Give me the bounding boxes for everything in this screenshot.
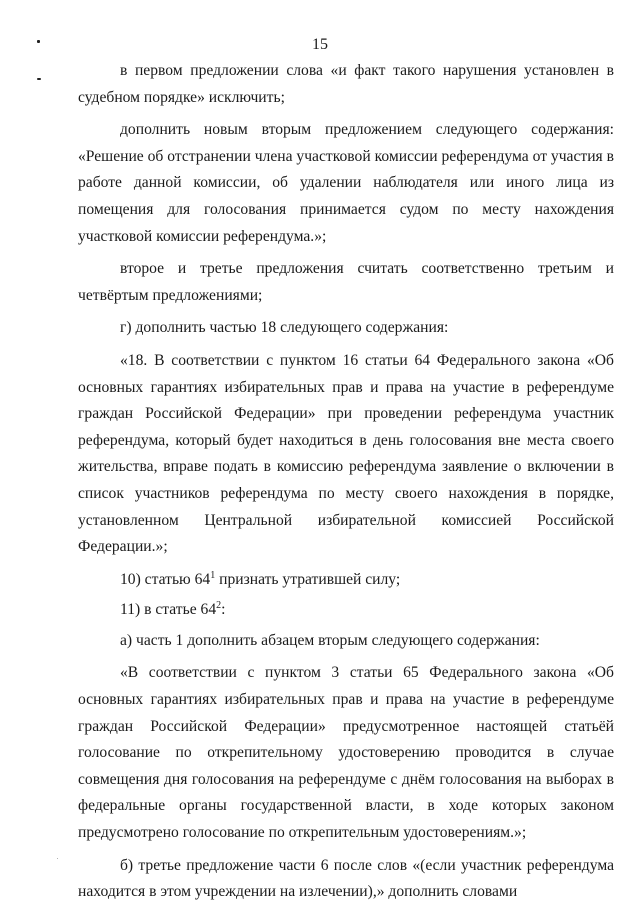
paragraph: «В соответствии с пунктом 3 статьи 65 Федерального закона «Об основных гарантиях избирательных прав и права на участие в референдуме граждан Российской Федерации» предусмотренное настоящей статьёй голосование по открепительному удостоверению проводится в случае совмещения дня голосования на референдуме с днём голосования на выборах в федеральные органы государственной власти, в ходе которых законом предусмотрено голосование по открепительным удостоверениям.»; <box>78 664 614 842</box>
paragraph-article-64-1 <box>78 567 614 594</box>
paragraph: второе и третье предложения считать соответственно третьим и четвёртым предложениями; <box>78 260 614 304</box>
paragraph: дополнить новым вторым предложением следующего содержания: «Решение об отстранении члена участковой комиссии референдума от участия в работе данной комиссии, об удалении наблюдателя или иного лица из помещения для голосования принимается судом по месту нахождения участковой комиссии референдума.»; <box>78 121 614 245</box>
scan-mark <box>37 40 40 43</box>
page-number: 15 <box>312 36 328 53</box>
superscript: 2 <box>216 600 222 612</box>
paragraph: г) дополнить частью 18 следующего содержания: <box>120 319 449 337</box>
article-ref-text: 11) в статье 64 <box>120 601 217 619</box>
paragraph-article-64-2 <box>78 597 614 624</box>
scan-mark <box>57 858 58 859</box>
article-ref-suffix: признать утратившей силу; <box>215 570 401 588</box>
paragraph: б) третье предложение части 6 после слов «(если участник референдума находится в этом учреждении на излечении),» дополнить словами <box>78 856 614 901</box>
superscript: 1 <box>210 569 216 581</box>
article-ref-text: 10) статью 64 <box>120 570 211 588</box>
article-ref-suffix: : <box>221 601 226 619</box>
paragraph: «18. В соответствии с пунктом 16 статьи 64 Федерального закона «Об основных гарантиях избирательных прав и права на участие в референдуме граждан Российской Федерации» при проведении референдума участник референдума, который будет находиться в день голосования вне места своего жительства, вправе подать в комиссию референдума заявление о включении в список участников референдума по месту своего нахождения в порядке, установленном Центральной избирательной комиссией Российской Федерации.»; <box>78 351 614 556</box>
document-body <box>78 58 614 912</box>
paragraph: а) часть 1 дополнить абзацем вторым следующего содержания: <box>120 631 540 649</box>
scan-mark <box>37 78 41 80</box>
paragraph: в первом предложении слова «и факт такого нарушения установлен в судебном порядке» исключить; <box>78 62 614 106</box>
